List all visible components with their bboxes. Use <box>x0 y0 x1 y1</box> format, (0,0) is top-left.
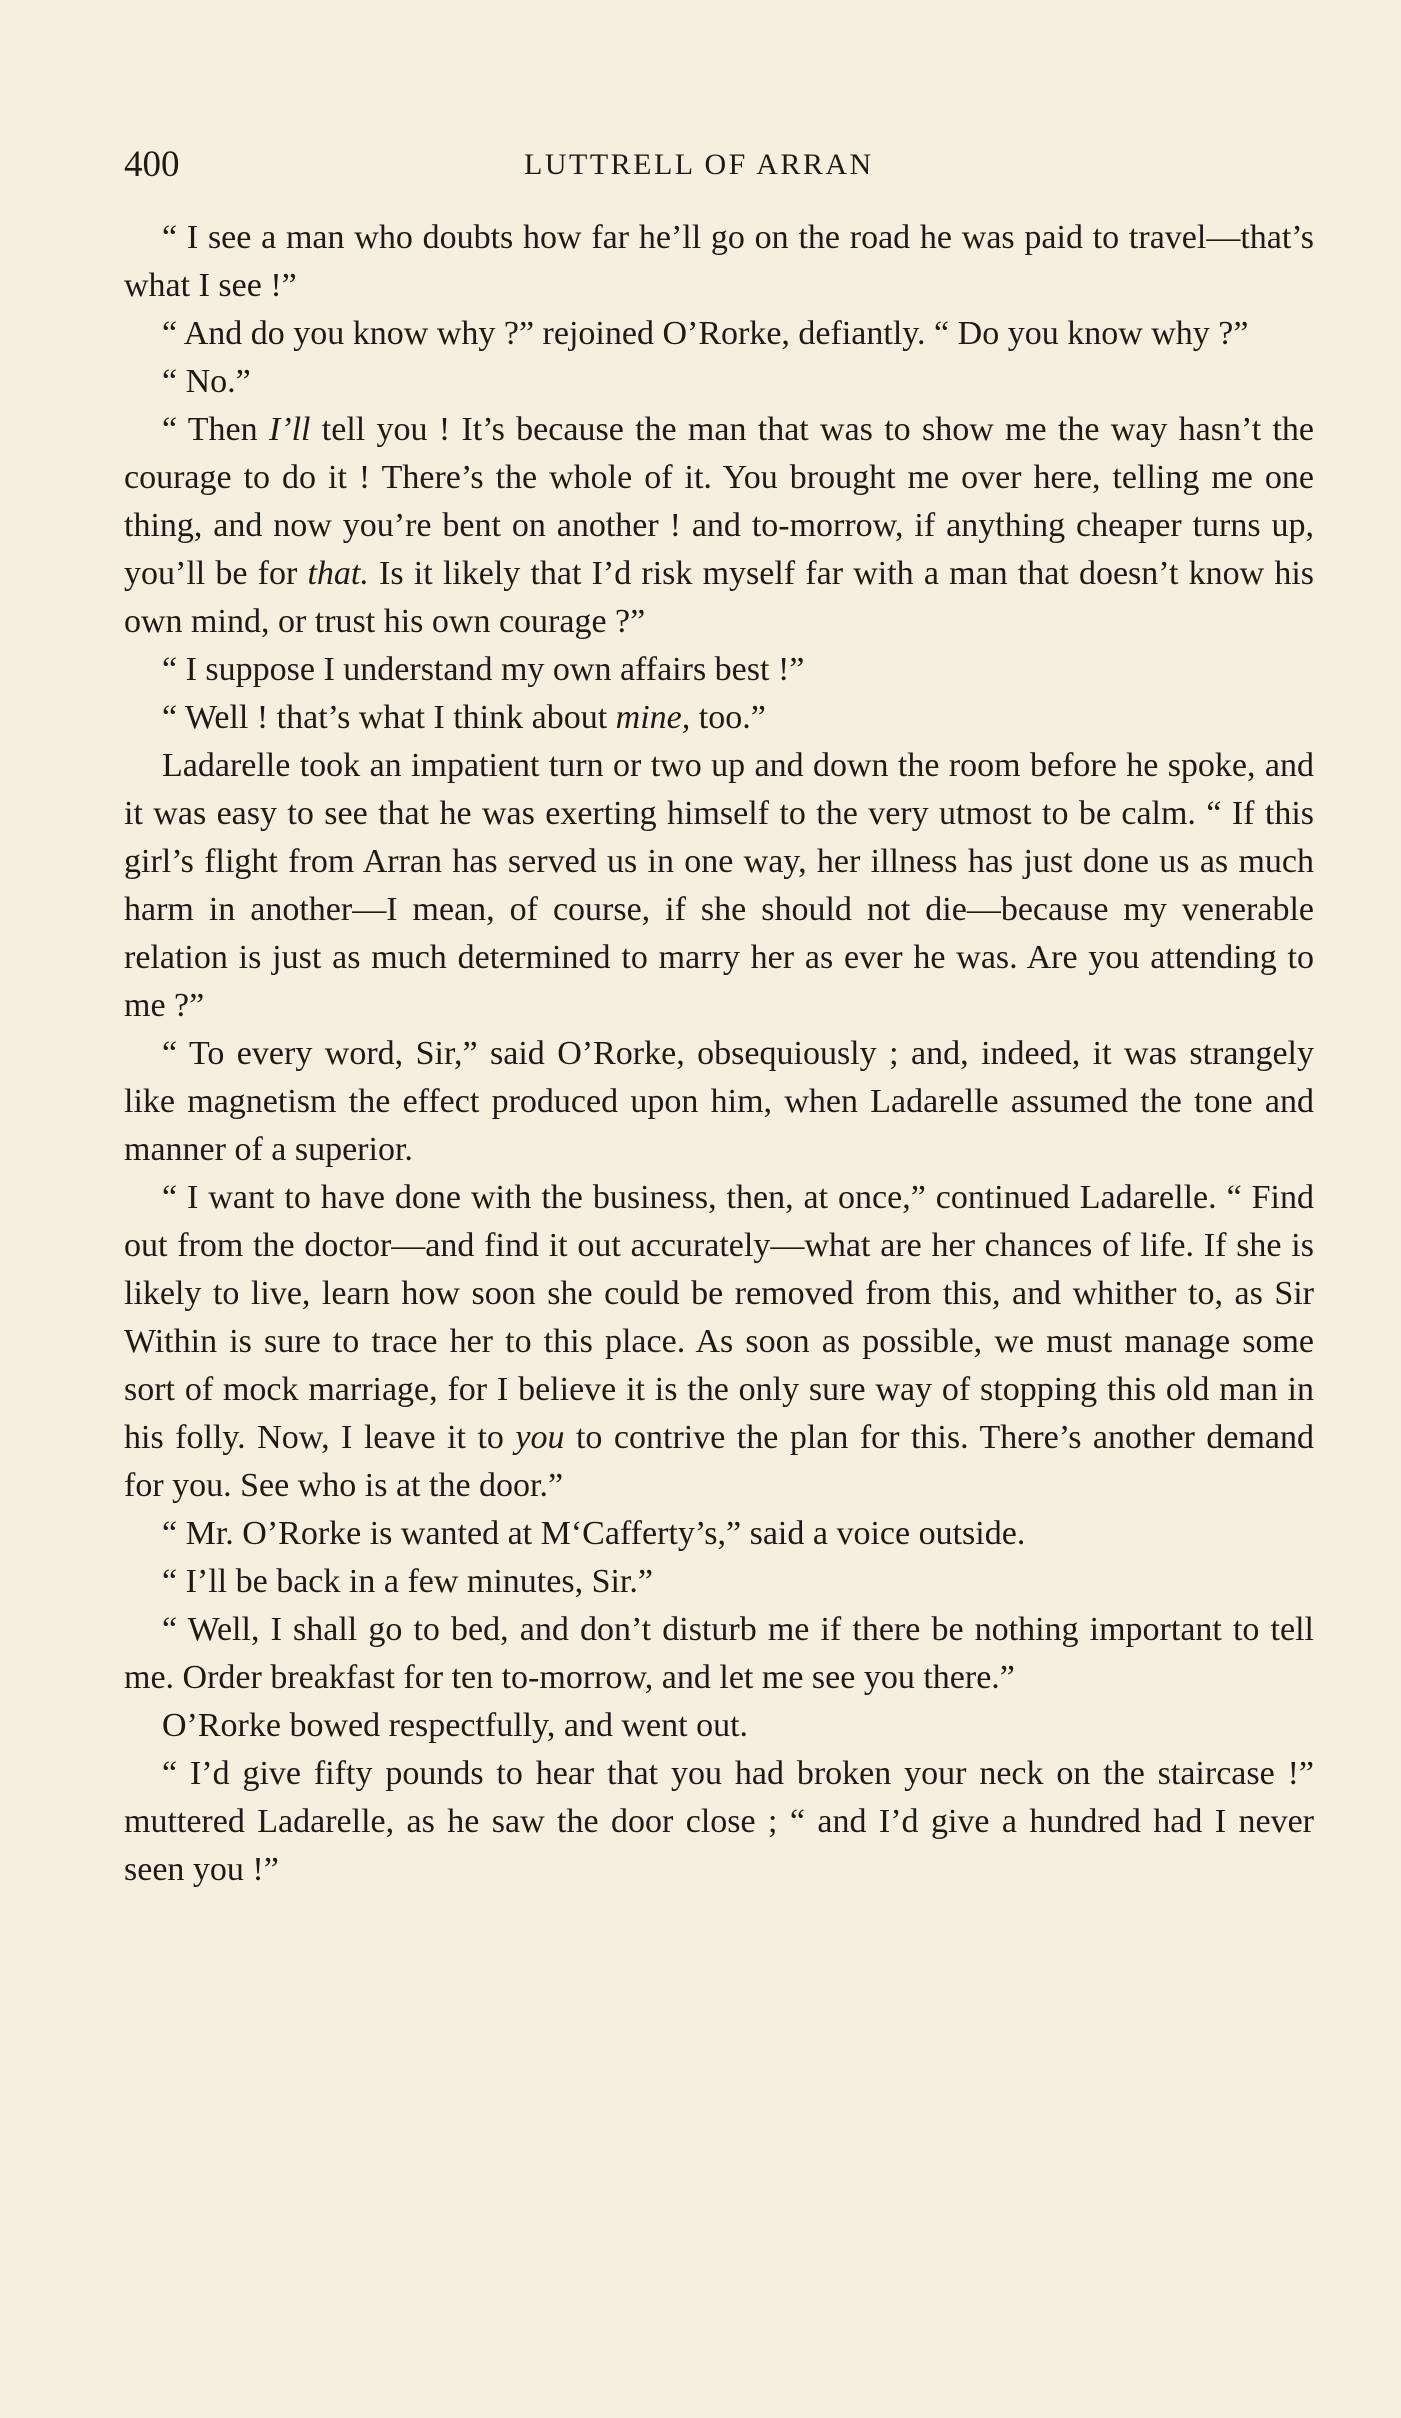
page-number: 400 <box>124 144 180 185</box>
italic-text: mine, <box>615 699 691 736</box>
text-run: Is it likely that I’d risk myself far with a man that doesn’t know his own mind, or trust his own courage ?” <box>124 555 1314 640</box>
paragraph <box>124 358 1314 406</box>
text-run: “ To every word, Sir,” said O’Rorke, obsequiously ; and, indeed, it was strangely like magnetism the effect produced upon him, when Ladarelle assumed the tone and manner of a superior. <box>124 1035 1314 1168</box>
italic-text: that. <box>307 555 369 592</box>
text-run: “ I’d give fifty pounds to hear that you had broken your neck on the staircase !” muttered Ladarelle, as he saw the door close ; “ and I’d give a hundred had I never seen you !” <box>124 1755 1314 1888</box>
paragraph <box>124 1750 1314 1894</box>
text-run: “ I see a man who doubts how far he’ll go on the road he was paid to travel—that’s what I see !” <box>124 219 1314 304</box>
paragraph <box>124 646 1314 694</box>
paragraph <box>124 694 1314 742</box>
paragraph <box>124 1510 1314 1558</box>
text-run: “ Well, I shall go to bed, and don’t disturb me if there be nothing important to tell me. Order breakfast for ten to-morrow, and let me see you there.” <box>124 1611 1314 1696</box>
paragraph <box>124 1606 1314 1702</box>
paragraph <box>124 1558 1314 1606</box>
text-run: too.” <box>690 699 766 736</box>
text-run: O’Rorke bowed respectfully, and went out. <box>162 1707 749 1744</box>
italic-text: I’ll <box>268 411 311 448</box>
text-run: “ No.” <box>162 363 251 400</box>
text-run: “ I suppose I understand my own affairs best !” <box>162 651 805 688</box>
paragraph <box>124 742 1314 1030</box>
paragraph <box>124 1174 1314 1510</box>
text-run: “ I’ll be back in a few minutes, Sir.” <box>162 1563 653 1600</box>
text-run: “ I want to have done with the business, then, at once,” continued Ladarelle. “ Find out from the doctor—and find it out accurately—what are her chances of life. If she is likely to live, learn how soon she could be removed from this, and whither to, as Sir Within is sure to trace her to this place. As soon as possible, we must manage some sort of mock marriage, for I believe it is the only sure way of stopping this old man in his folly. Now, I leave it to <box>124 1179 1314 1456</box>
paragraph <box>124 406 1314 646</box>
text-run: to contrive the plan for this. There’s another demand for you. See who is at the door.” <box>124 1419 1314 1504</box>
text-run: “ Well ! that’s what I think about <box>162 699 616 736</box>
text-run: “ Mr. O’Rorke is wanted at M‘Cafferty’s,” said a voice outside. <box>162 1515 1026 1552</box>
running-title: LUTTRELL OF ARRAN <box>524 148 874 181</box>
text-run: tell you ! It’s because the man that was to show me the way hasn’t the courage to do it ! There’s the whole of it. You brought me over here, telling me one thing, and now you’re bent on another ! and to-morrow, if anything cheaper turns up, you’ll be for <box>124 411 1314 592</box>
paragraph <box>124 214 1314 310</box>
paragraph <box>124 1030 1314 1174</box>
text-run: “ And do you know why ?” rejoined O’Rorke, defiantly. “ Do you know why ?” <box>162 315 1249 352</box>
body-text <box>124 214 1314 1894</box>
paragraph <box>124 1702 1314 1750</box>
italic-text: you <box>515 1419 565 1456</box>
paragraph <box>124 310 1314 358</box>
text-run: Ladarelle took an impatient turn or two up and down the room before he spoke, and it was easy to see that he was exerting himself to the very utmost to be calm. “ If this girl’s flight from Arran has served us in one way, her illness has just done us as much harm in another—I mean, of course, if she should not die—because my venerable relation is just as much determined to marry her as ever he was. Are you attending to me ?” <box>124 747 1314 1024</box>
text-run: “ Then <box>162 411 269 448</box>
page-header <box>124 140 1314 190</box>
